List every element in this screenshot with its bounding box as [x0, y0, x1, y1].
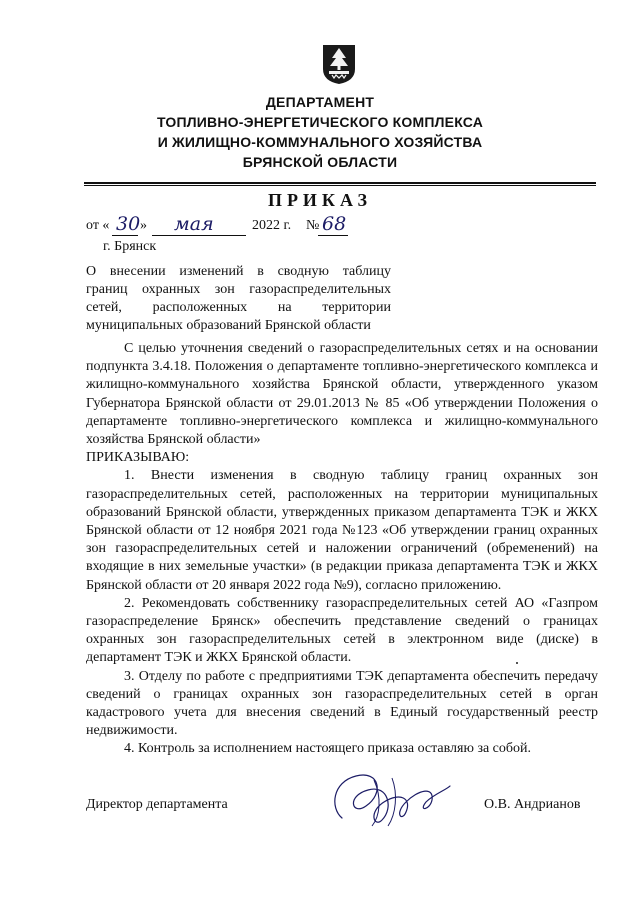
document-title: ПРИКАЗ: [267, 190, 373, 210]
bryansk-coat-of-arms-icon: [321, 43, 357, 85]
signatory-name: О.В. Андрианов: [484, 797, 581, 812]
handwritten-day: 30: [116, 213, 141, 235]
department-line-4: БРЯНСКОЙ ОБЛАСТИ: [242, 154, 398, 170]
department-line-3: И ЖИЛИЩНО-КОММУНАЛЬНОГО ХОЗЯЙСТВА: [157, 134, 483, 150]
city-label: г. Брянск: [103, 239, 157, 254]
year-text: 2022 г.: [252, 218, 292, 233]
order-subject: [86, 263, 391, 335]
order-item-3: 3. Отделу по работе с предприятиями ТЭК департамента обеспечить передачу сведений о границах охранных зон газораспределительных сетей в орган кадастрового учета для внесения сведений в Единый государственный реестр недвижимости.: [86, 668, 598, 739]
subject-line: муниципальных образований Брянской области: [86, 318, 371, 333]
subject-line: сетей, расположенных на территории: [86, 300, 391, 315]
department-line-2: ТОПЛИВНО-ЭНЕРГЕТИЧЕСКОГО КОМПЛЕКСА: [156, 114, 484, 130]
preamble-paragraph: С целью уточнения сведений о газораспределительных сетях и на основании подпункта 3.4.18. Положения о департаменте топливно-энергетического комплекса и жилищно-коммунального хозяйства Брянской области, утвержденного указом Губернатора Брянской области от 29.01.2013 № 85 «Об утверждении Положения о департаменте топливно-энергетического комплекса и жилищно-коммунального хозяйства Брянской области»: [86, 341, 598, 448]
handwritten-number: 68: [322, 213, 347, 235]
subject-line: О внесении изменений в сводную таблицу: [86, 264, 391, 279]
scan-speck: [516, 662, 518, 664]
order-item-4: 4. Контроль за исполнением настоящего приказа оставляю за собой.: [124, 741, 532, 757]
day-close-quote: »: [140, 218, 147, 233]
header-rule-thick: [84, 182, 596, 184]
subject-line: границ охранных зон газораспределительных: [86, 282, 391, 297]
order-body: [86, 340, 598, 759]
order-word: ПРИКАЗЫВАЮ:: [86, 450, 190, 466]
header-rule-thin: [84, 185, 596, 186]
number-sign: №: [306, 218, 320, 233]
order-item-2: 2. Рекомендовать собственнику газораспределительных сетей АО «Газпром газораспределение Брянск» обеспечить представление сведений о границах охранных зон газораспределительных сетей в электронном виде (диске) в департамент ТЭК и ЖКХ Брянской области.: [86, 595, 598, 666]
signatory-position: Директор департамента: [86, 797, 228, 812]
department-line-1: ДЕПАРТАМЕНТ: [265, 94, 375, 110]
order-item-1: 1. Внести изменения в сводную таблицу границ охранных зон газораспределительных сетей, расположенных на территории муниципальных образований Брянской области, утвержденных приказом департамента ТЭК и ЖКХ Брянской области от 12 ноября 2021 года №123 «Об утверждении границ охранных зон газораспределительных сетей и наложении ограничений (обременений) на входящие в них земельные участки» (в редакции приказа департамента ТЭК и ЖКХ Брянской области от 20 января 2022 года №9), согласно приложению.: [86, 468, 598, 593]
handwritten-signature: [322, 768, 462, 830]
date-line: [86, 214, 386, 238]
handwritten-month: мая: [174, 213, 214, 235]
date-prefix: от «: [86, 218, 110, 233]
